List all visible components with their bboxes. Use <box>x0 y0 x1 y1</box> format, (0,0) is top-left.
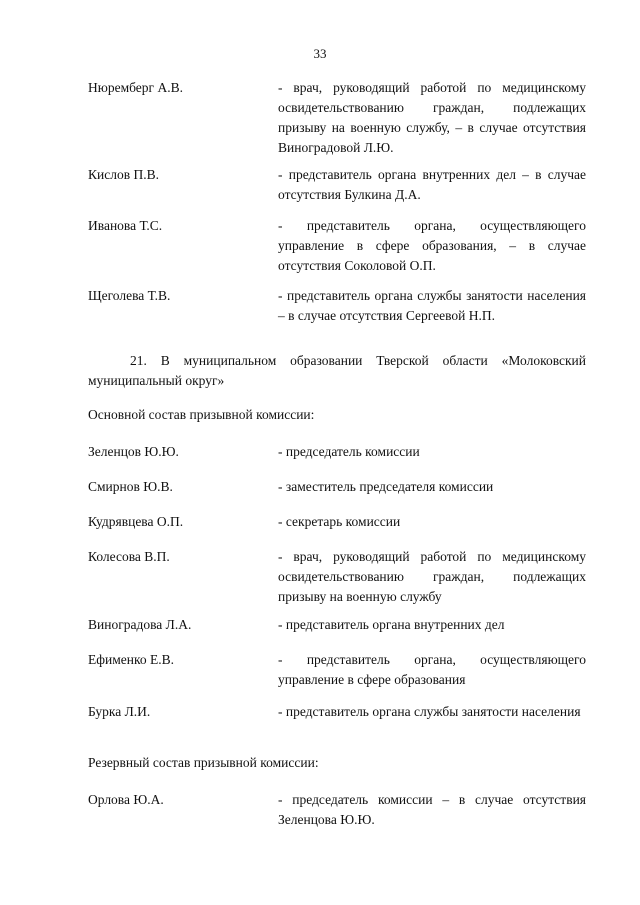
member-role: - представитель органа, осуществляющего управление в сфере образования <box>278 652 586 687</box>
member-name: Орлова Ю.А. <box>88 792 164 807</box>
member-name: Виноградова Л.А. <box>88 617 192 632</box>
member-name: Зеленцов Ю.Ю. <box>88 444 179 459</box>
member-name: Нюремберг А.В. <box>88 80 183 95</box>
member-role: - секретарь комиссии <box>278 514 401 529</box>
member-role: - представитель органа службы занятости населения <box>278 704 581 719</box>
member-role: - заместитель председателя комиссии <box>278 479 494 494</box>
section-heading: 21. В муниципальном образовании Тверской области «Молоковский муниципальный округ» <box>88 353 586 388</box>
member-role: - врач, руководящий работой по медицинскому освидетельствованию граждан, подлежащих призыву на военную службу <box>278 549 586 604</box>
member-name: Смирнов Ю.В. <box>88 479 173 494</box>
member-name: Бурка Л.И. <box>88 704 151 719</box>
member-role: - представитель органа, осуществляющего управление в сфере образования, – в случае отсутствия Соколовой О.П. <box>278 218 586 273</box>
reserve-composition-heading: Резервный состав призывной комиссии: <box>88 755 319 770</box>
member-name: Кудрявцева О.П. <box>88 514 184 529</box>
member-name: Щеголева Т.В. <box>88 288 171 303</box>
member-name: Ефименко Е.В. <box>88 652 174 667</box>
member-role: - председатель комиссии – в случае отсутствия Зеленцова Ю.Ю. <box>278 792 586 827</box>
member-name: Кислов П.В. <box>88 167 159 182</box>
page-number: 33 <box>313 46 327 61</box>
member-role: - представитель органа внутренних дел <box>278 617 505 632</box>
member-name: Колесова В.П. <box>88 549 170 564</box>
member-role: - врач, руководящий работой по медицинскому освидетельствованию граждан, подлежащих призыву на военную службу, – в случае отсутствия Виноградовой Л.Ю. <box>278 80 586 155</box>
member-role: - председатель комиссии <box>278 444 420 459</box>
member-role: - представитель органа службы занятости населения – в случае отсутствия Сергеевой Н.П. <box>278 288 586 323</box>
member-role: - представитель органа внутренних дел – в случае отсутствия Булкина Д.А. <box>278 167 586 202</box>
main-composition-heading: Основной состав призывной комиссии: <box>88 407 315 422</box>
member-name: Иванова Т.С. <box>88 218 163 233</box>
